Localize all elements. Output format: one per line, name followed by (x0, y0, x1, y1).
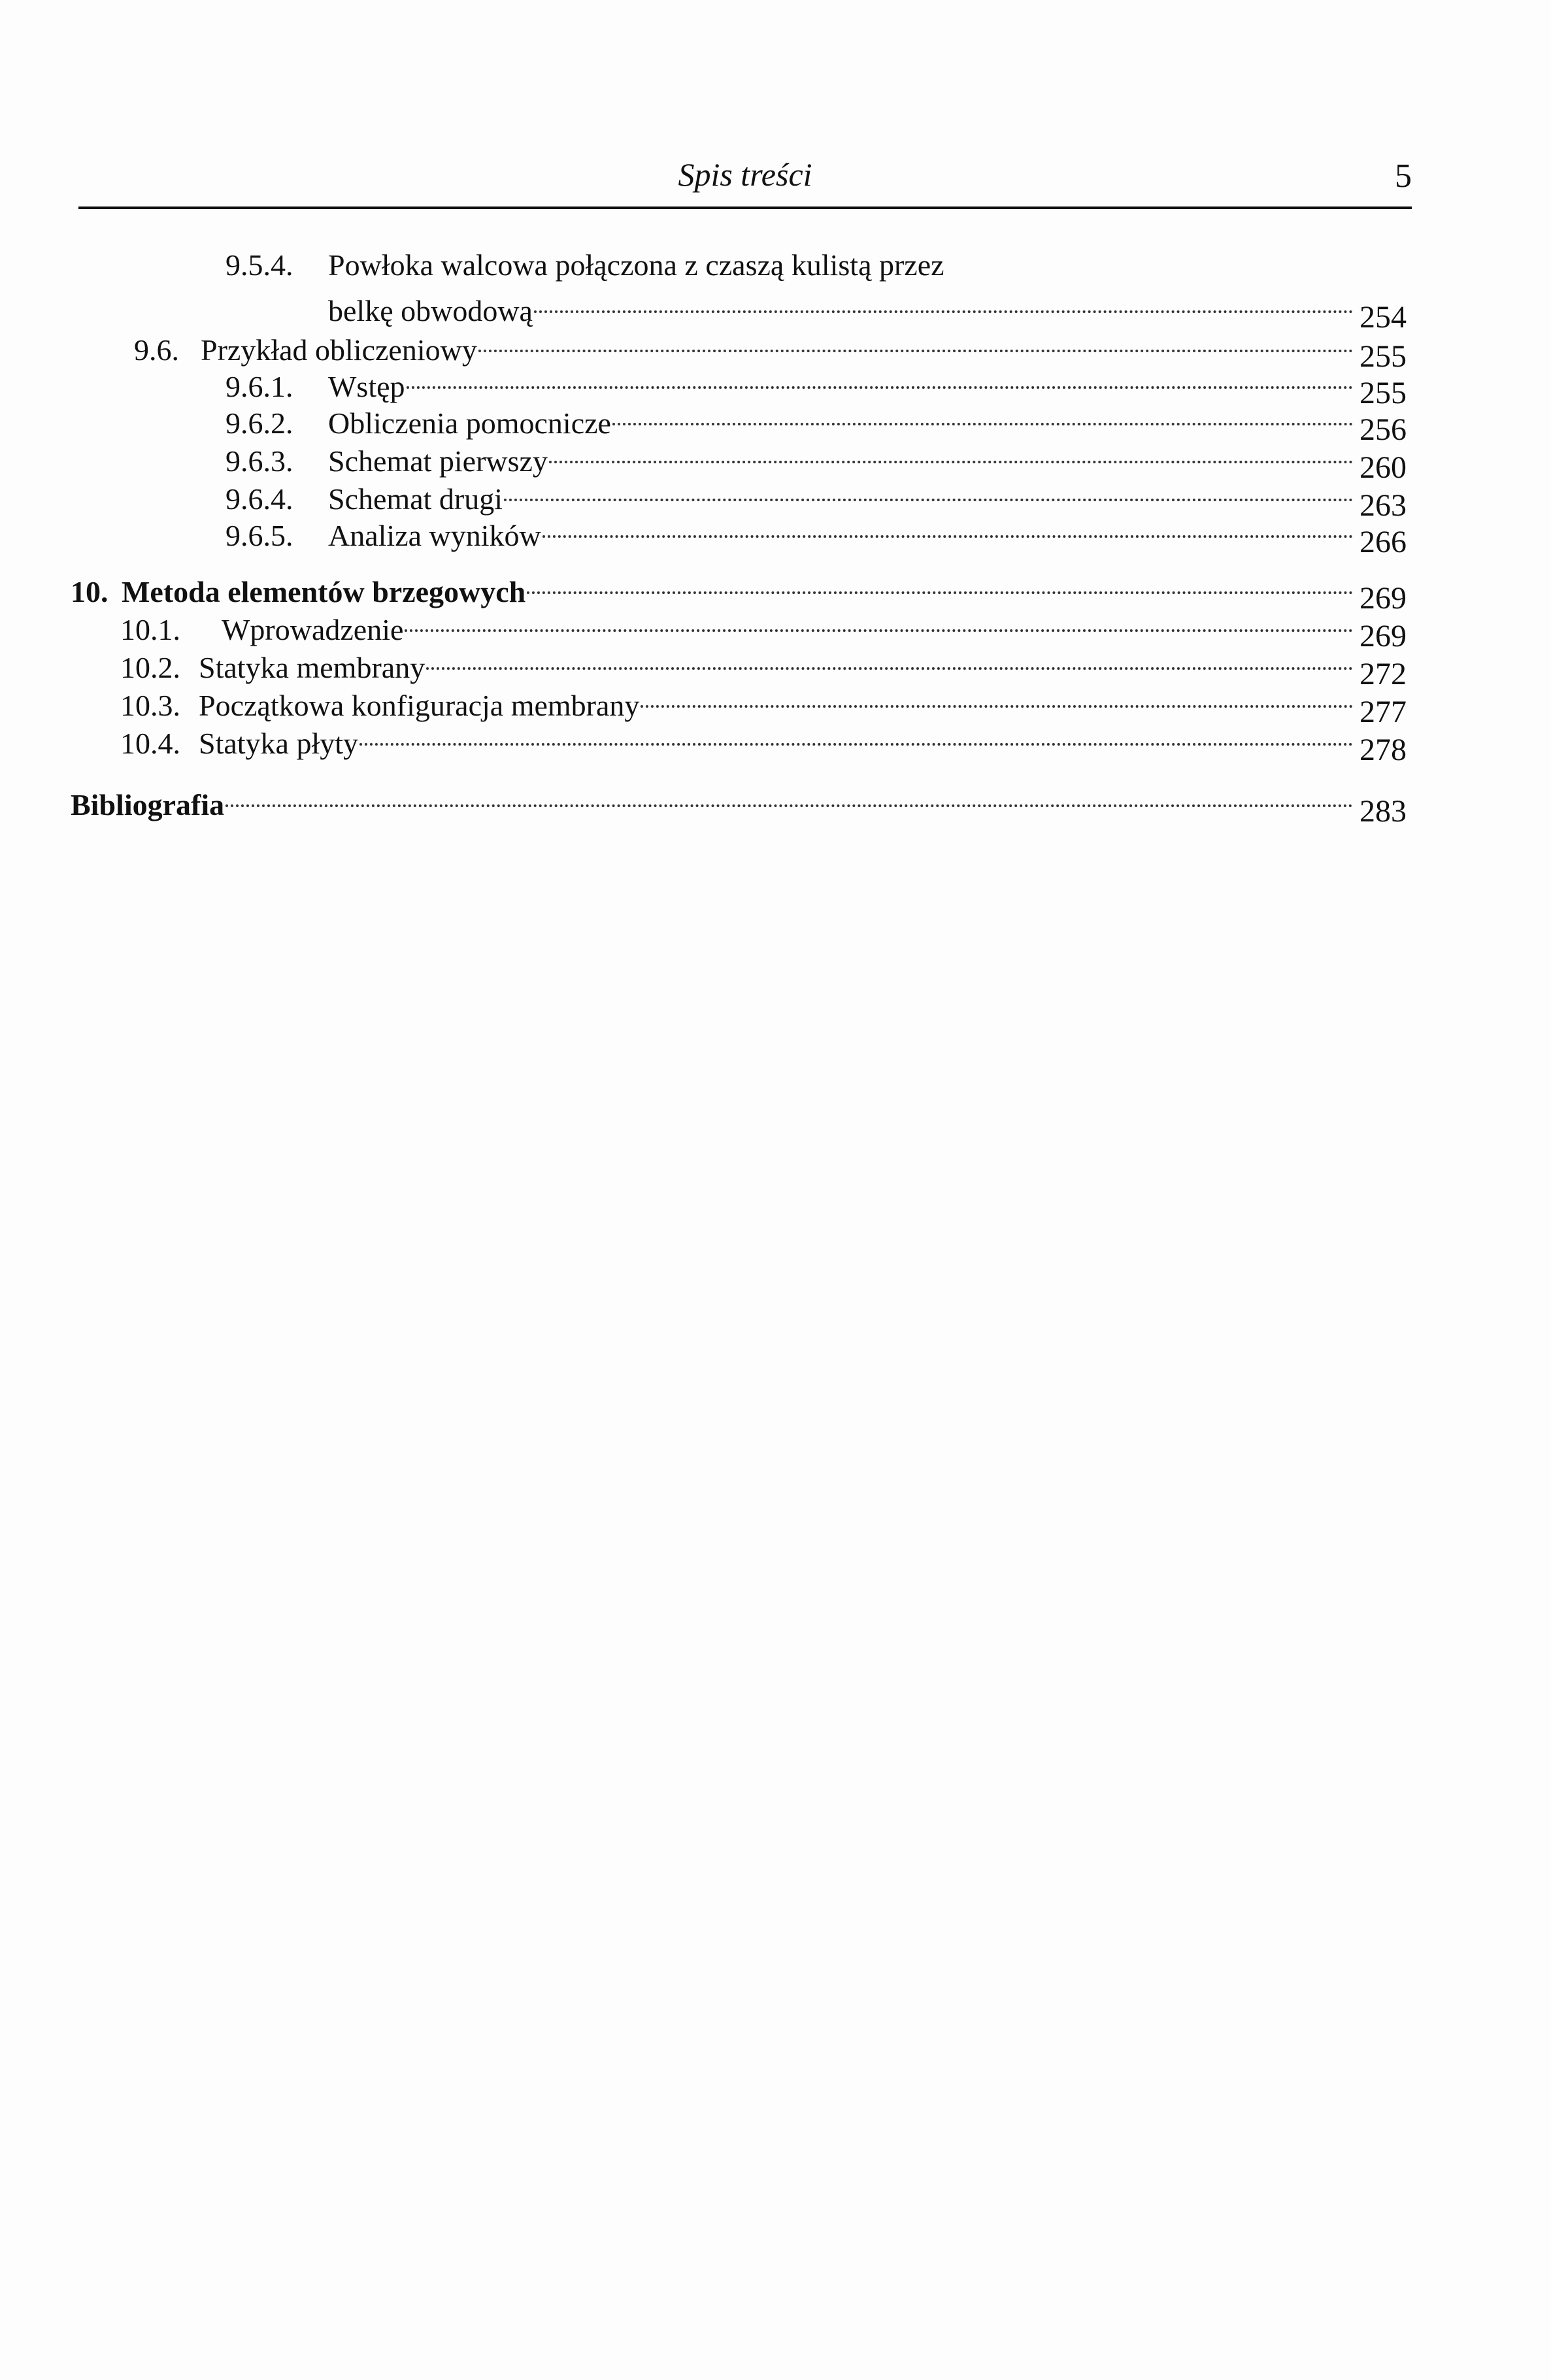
header-rule (78, 207, 1412, 209)
toc-entry (225, 471, 1407, 523)
dot-leader (359, 716, 1353, 753)
toc-entry-title: Wprowadzenie (222, 613, 404, 646)
toc-entry-number: 9.6.3. (225, 444, 293, 478)
toc-entry (120, 678, 1407, 729)
dot-leader (407, 359, 1353, 397)
toc-entry-title: Obliczenia pomocnicze (328, 406, 611, 440)
dot-leader (612, 395, 1353, 433)
toc-entry-title-line: Powłoka walcowa połączona z czaszą kulistą przez (328, 248, 944, 282)
toc-entry-page: 255 (1359, 339, 1407, 374)
toc-entry-number: 10.1. (120, 613, 180, 646)
dot-leader (478, 322, 1353, 360)
toc-entry-title: belkę obwodową (328, 294, 533, 327)
toc-entry-title: Bibliografia (71, 788, 225, 821)
toc-entry (328, 283, 1407, 335)
running-title: Spis treści (678, 156, 812, 193)
toc-entry-title: Statyka płyty (199, 727, 359, 760)
toc-entry-title: Statyka membrany (199, 651, 425, 684)
toc-entry (225, 359, 1407, 410)
toc-entry (225, 433, 1407, 485)
toc-entry-title: Metoda elementów brzegowych (122, 575, 526, 608)
toc-entry-number: 10.2. (120, 651, 180, 684)
toc-entry-title: Wstęp (328, 370, 405, 403)
dot-leader (426, 640, 1353, 678)
toc-entry-number: 10. (71, 575, 108, 608)
dot-leader (641, 678, 1353, 716)
toc-entry-page: 272 (1359, 657, 1407, 691)
toc-entry-number: 9.6.5. (225, 519, 293, 552)
toc-entry (120, 640, 1407, 691)
toc-entry-page: 269 (1359, 581, 1407, 616)
toc-entry-number: 10.3. (120, 689, 180, 722)
toc-entry-number: 9.5.4. (225, 248, 293, 282)
toc-entry-title: Początkowa konfiguracja membrany (199, 689, 640, 722)
page-number: 5 (1395, 157, 1412, 195)
toc-entry-number: 9.6.2. (225, 406, 293, 440)
toc-entry (120, 716, 1407, 767)
toc-entry-number: 9.6.4. (225, 482, 293, 516)
toc-entry-page: 263 (1359, 488, 1407, 523)
toc-entry-page: 256 (1359, 412, 1407, 447)
toc-entry-page: 278 (1359, 733, 1407, 767)
toc-entry-page: 277 (1359, 695, 1407, 729)
toc-entry-page: 283 (1359, 794, 1407, 829)
toc-entry-title: Schemat drugi (328, 482, 503, 516)
toc-entry-number: 9.6.1. (225, 370, 293, 403)
dot-leader (542, 508, 1353, 546)
page-header (78, 152, 1412, 197)
toc-entry-page: 260 (1359, 450, 1407, 485)
toc-chapter-entry (71, 564, 1407, 616)
toc-entry-page: 254 (1359, 300, 1407, 335)
toc-entry (120, 602, 1407, 653)
dot-leader (549, 433, 1353, 471)
dot-leader (527, 564, 1353, 602)
dot-leader (405, 602, 1353, 640)
toc-entry-title: Przykład obliczeniowy (201, 333, 477, 367)
toc-chapter-entry (71, 777, 1407, 829)
toc-entry-number: 9.6. (134, 333, 179, 367)
toc-entry-page: 255 (1359, 376, 1407, 410)
toc-entry (225, 508, 1407, 559)
toc-entry-page: 269 (1359, 619, 1407, 653)
dot-leader (225, 777, 1353, 815)
dot-leader (534, 283, 1353, 321)
toc-entry-page: 266 (1359, 525, 1407, 559)
dot-leader (504, 471, 1353, 509)
toc-entry-title: Schemat pierwszy (328, 444, 548, 478)
toc-entry-number: 10.4. (120, 727, 180, 760)
toc-entry (134, 322, 1407, 374)
toc-entry-title: Analiza wyników (328, 519, 541, 552)
toc-entry (225, 395, 1407, 447)
